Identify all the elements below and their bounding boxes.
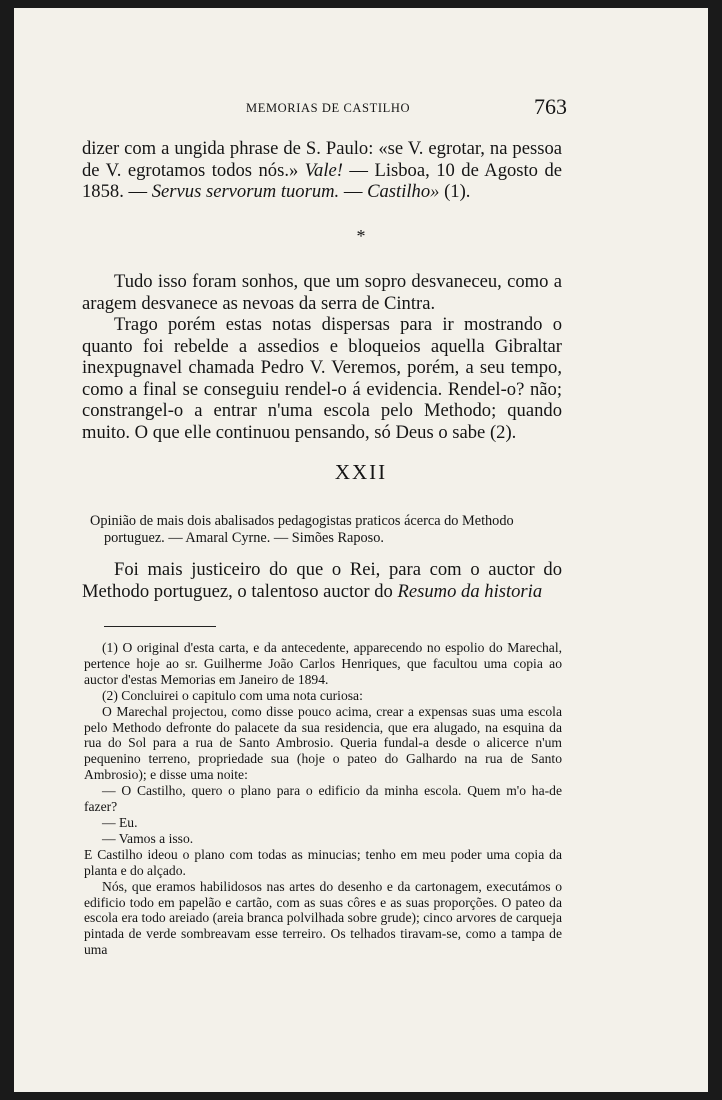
running-head: MEMORIAS DE CASTILHO xyxy=(246,101,411,115)
footnote-dialogue-3: — Vamos a isso. xyxy=(102,830,194,846)
paragraph-notes: Trago porém estas notas dispersas para ir mostrando o quanto foi rebelde a assedios e bloqueios aquella Gibraltar inexpugnavel chamada Pedro V. Veremos, porém, a seu tempo, como a final se conseguiu rendel-o á evidencia. Rendel-o? não; constrangel-o a entrar n'uma escola pelo Methodo; quando muito. O que elle continuou pensando, só Deus o sabe (2). xyxy=(82,314,562,443)
chapter-summary-line-2: portuguez. — Amaral Cyrne. — Simões Raposo. xyxy=(104,530,384,546)
footnote-cartonagem: Nós, que eramos habilidosos nas artes do desenho e da cartonagem, executámos o edificio todo em papelão e cartão, com as suas côres e as suas proporções. O pateo da escola era todo areiado (areia branca polvilhada sobre grude); cinco arvores de carqueja pintada de verde sombreavam esse terreiro. Os telhados tiravam-se, como a tampa de uma xyxy=(84,878,562,958)
footnote-1: (1) O original d'esta carta, e da antecedente, apparecendo no espolio do Marechal, pertence hoje ao sr. Guilherme João Carlos Henriques, que facultou uma copia ao auctor d'estas Memorias em Janeiro de 1894. xyxy=(84,640,562,687)
chapter-summary xyxy=(90,513,560,547)
chapter-number: XXII xyxy=(334,460,388,484)
chapter-summary-line-1: Opinião de mais dois abalisados pedagogistas praticos ácerca do Methodo xyxy=(90,513,514,529)
resumo-italic: Resumo da historia xyxy=(397,580,543,602)
footnotes xyxy=(84,640,562,958)
chapter-opening-text: Foi mais justiceiro do que o Rei, para com o auctor do Methodo portuguez, o talentoso auctor do Resumo da historia xyxy=(82,559,562,602)
book-page xyxy=(14,8,708,1092)
main-paragraphs xyxy=(82,271,562,443)
footnote-2-paragraph: O Marechal projectou, como disse pouco acima, crear a expensas suas uma escola pelo Methodo defronte do palacete da sua residencia, que era alugado, na esquina da rua do Sol para a rua de Santo Ambrosio. Queria fundal-a desde o alicerce n'um pequenino terreno, propriedade sua (hoje o pateo do Galhardo na rua de Santo Ambrosio); e disse uma noite: xyxy=(84,703,562,783)
footnote-castilho-plan: E Castilho ideou o plano com todas as minucias; tenho em meu poder uma copia da planta e do alçado. xyxy=(84,846,562,878)
footnote-rule xyxy=(104,626,216,627)
servus-italic: Servus servorum tuorum. xyxy=(151,181,340,202)
footnote-2: (2) Concluirei o capitulo com uma nota curiosa: xyxy=(102,687,363,703)
footnote-dialogue-2: — Eu. xyxy=(102,814,138,830)
footnote-dialogue-1: — O Castilho, quero o plano para o edificio da minha escola. Quem m'o ha-de fazer? xyxy=(84,783,562,815)
section-asterism: * xyxy=(356,226,366,246)
page-number: 763 xyxy=(534,94,567,119)
continuation-text: dizer com a ungida phrase de S. Paulo: «se V. egrotar, na pessoa de V. egrotamos todos nós.» Vale! — Lisboa, 10 de Agosto de 1858. — Servus servorum tuorum. — Castilho» (1). xyxy=(82,138,562,202)
chapter-opening xyxy=(82,559,562,602)
continuation-paragraph xyxy=(82,138,562,203)
page-header xyxy=(14,94,708,124)
paragraph-dreams: Tudo isso foram sonhos, que um sopro desvaneceu, como a aragem desvanece as nevoas da serra de Cintra. xyxy=(82,271,562,314)
vale-italic: Vale! xyxy=(304,159,343,181)
signature-italic: Castilho» xyxy=(367,181,440,202)
